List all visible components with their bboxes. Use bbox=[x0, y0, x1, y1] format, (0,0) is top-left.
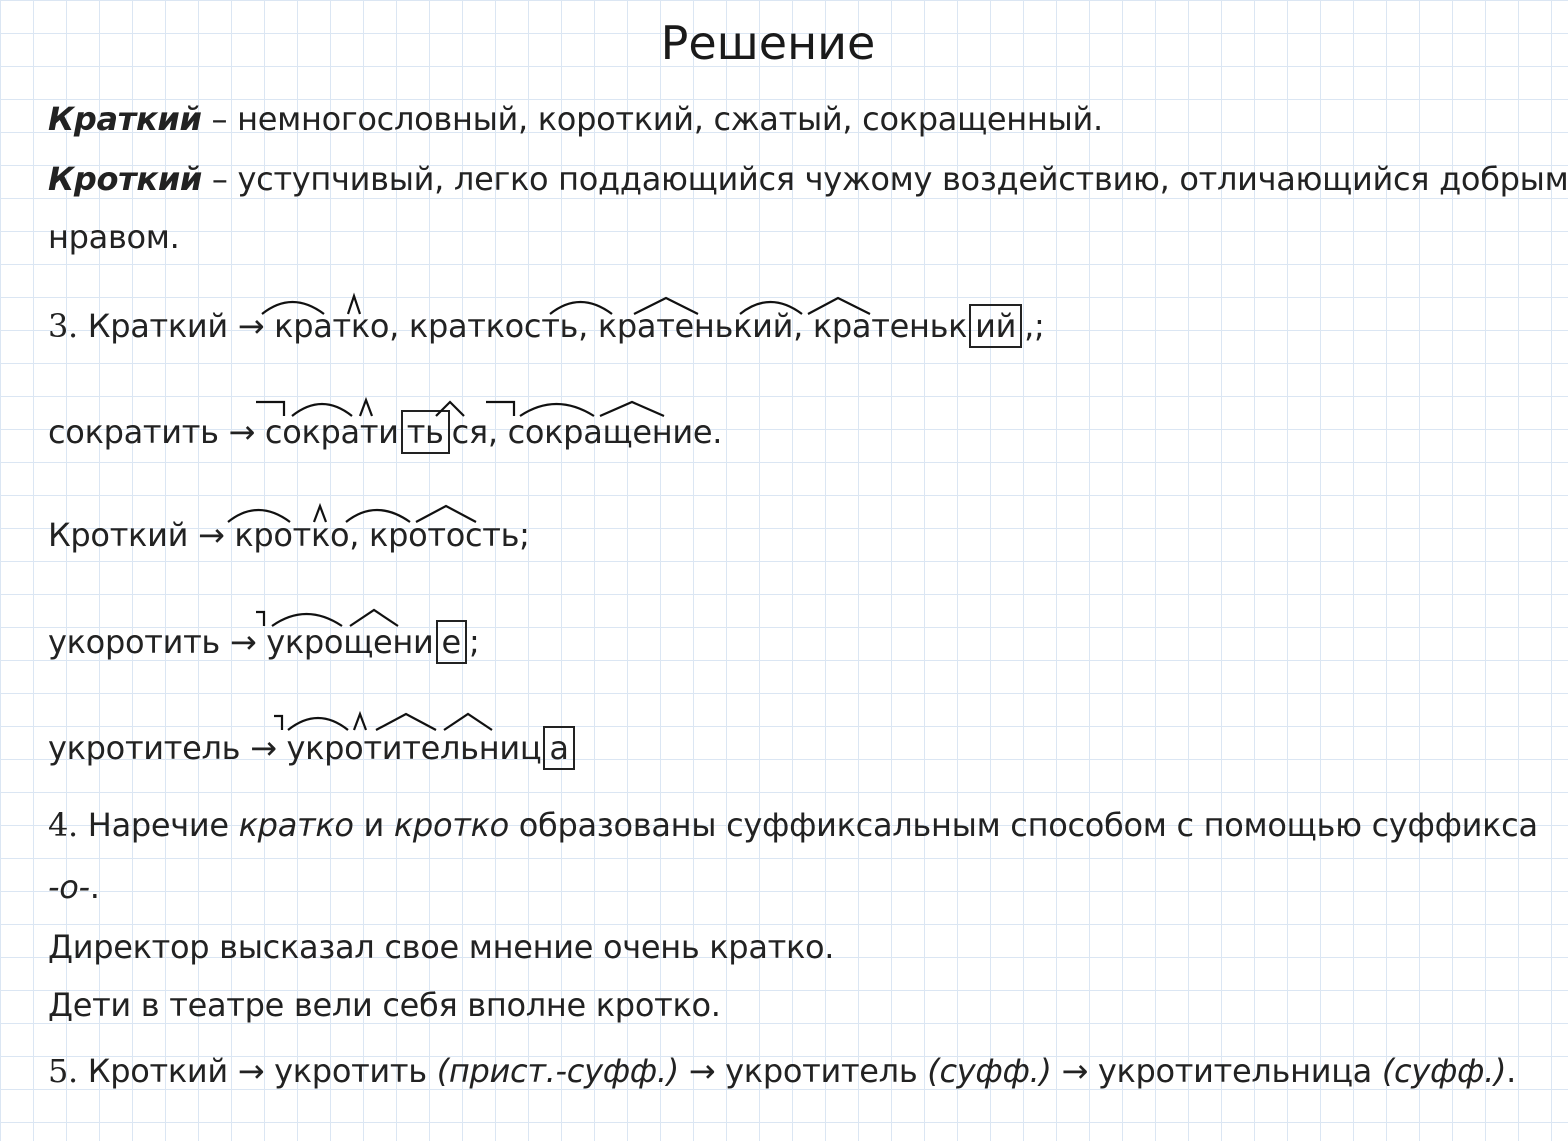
ending-box: ть bbox=[401, 410, 450, 454]
punct: ,; bbox=[1024, 307, 1045, 345]
punct: . bbox=[1506, 1052, 1517, 1090]
task-4-line-2 bbox=[48, 868, 100, 906]
page-title: Решение bbox=[660, 16, 876, 70]
task-number: 4. bbox=[48, 806, 78, 844]
definition-text: уступчивый, легко поддающийся чужому воздействию, отличающийся добрым bbox=[237, 160, 1568, 198]
word-italic: кротко bbox=[393, 806, 509, 844]
word-italic: кратко bbox=[238, 806, 354, 844]
sep: – bbox=[201, 100, 238, 138]
word-source: сократить → bbox=[48, 413, 265, 451]
task-3-line-2 bbox=[48, 410, 722, 454]
definition-kratkiy bbox=[48, 100, 1103, 138]
ending-box: ий bbox=[969, 304, 1022, 348]
derived-words-rest: ся, сокращение. bbox=[451, 413, 723, 451]
task-3-line-1 bbox=[48, 304, 1045, 348]
term: Краткий bbox=[48, 100, 202, 138]
task-3-line-3 bbox=[48, 516, 530, 554]
suffix: -о- bbox=[48, 868, 90, 906]
definition-text: немногословный, короткий, сжатый, сокращенный. bbox=[237, 100, 1103, 138]
punct: ; bbox=[468, 623, 480, 661]
word-source: укоротить → bbox=[48, 623, 267, 661]
example-2: Дети в театре вели себя вполне кротко. bbox=[48, 986, 721, 1024]
sep: – bbox=[202, 160, 238, 198]
term: Кроткий bbox=[48, 160, 203, 198]
derived-words: укрощени bbox=[266, 623, 434, 661]
ending-box: а bbox=[543, 726, 574, 770]
text: → укротительница bbox=[1051, 1052, 1382, 1090]
text: и bbox=[353, 806, 394, 844]
example-1: Директор высказал свое мнение очень кратко. bbox=[48, 928, 835, 966]
ending-box: е bbox=[436, 620, 467, 664]
task-5-line bbox=[48, 1052, 1516, 1090]
task-3-line-5 bbox=[48, 726, 577, 770]
derived-words: кротко, кротость; bbox=[234, 516, 530, 554]
word-source: Кроткий → bbox=[48, 516, 235, 554]
word-source: Краткий → bbox=[77, 307, 275, 345]
definition-krotkiy bbox=[48, 160, 1568, 198]
derived-words: сократи bbox=[264, 413, 399, 451]
definition-krotkiy-cont: нравом. bbox=[48, 218, 180, 256]
text: образованы суффиксальным способом с помощью суффикса bbox=[508, 806, 1538, 844]
text: Наречие bbox=[77, 806, 239, 844]
method-note: (суфф.) bbox=[1381, 1052, 1507, 1090]
derived-words: кратко, краткость, кратенький, кратеньк bbox=[274, 307, 968, 345]
task-number: 3. bbox=[48, 307, 78, 345]
text: → укротитель bbox=[678, 1052, 928, 1090]
derived-words: укротительниц bbox=[286, 729, 542, 767]
task-3-line-4 bbox=[48, 620, 479, 664]
text: Кроткий → укротить bbox=[77, 1052, 437, 1090]
task-number: 5. bbox=[48, 1052, 78, 1090]
punct: . bbox=[89, 868, 100, 906]
word-source: укротитель → bbox=[48, 729, 287, 767]
task-4-line-1 bbox=[48, 806, 1538, 844]
method-note: (прист.-суфф.) bbox=[436, 1052, 679, 1090]
method-note: (суфф.) bbox=[927, 1052, 1052, 1090]
